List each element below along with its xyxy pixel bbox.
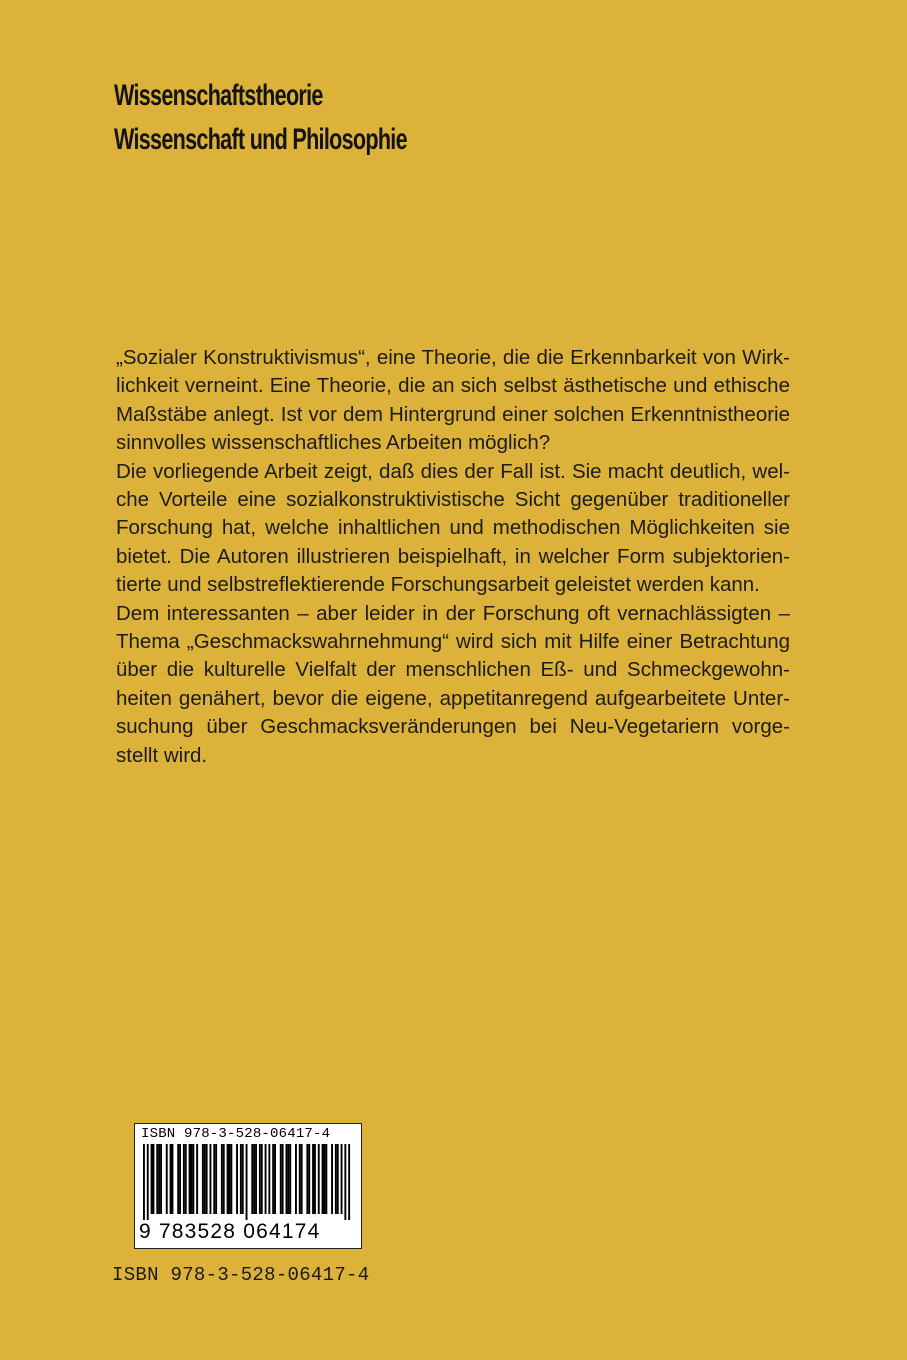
barcode-bar [202,1144,204,1214]
barcode-bar [223,1144,225,1214]
barcode-digits: 9 783528 064174 [139,1220,321,1243]
barcode-bar [335,1144,337,1214]
blurb-line: lichkeit verneint. Eine Theorie, die an sich selbst ästhetische und ethische [116,374,790,398]
barcode-bar [253,1144,255,1214]
barcode-bar [192,1144,194,1214]
barcode-bars [143,1144,353,1220]
barcode-bar [160,1144,162,1214]
barcode-bar [295,1144,297,1214]
barcode-bar [306,1144,308,1214]
barcode-bar [331,1144,333,1214]
barcode-bar [265,1144,267,1214]
barcode-bar [261,1144,263,1214]
barcode-bar [286,1144,288,1214]
blurb-text [116,344,790,770]
barcode-bar [170,1144,172,1214]
barcode-bar [229,1144,231,1214]
barcode-bar [322,1144,324,1214]
blurb-line: „Sozialer Konstruktivismus“, eine Theorie, die die Erkennbarkeit von Wirk- [116,346,790,369]
blurb-line: sinnvolles wissenschaftliches Arbeiten möglich? [116,431,551,455]
barcode [134,1123,362,1249]
series-title-line-1: Wissenschaftstheorie [114,79,323,112]
blurb-line: suchung über Geschmacksveränderungen bei Neu-Vegetariern vorge- [116,715,790,739]
blurb-line: heiten genähert, bevor die eigene, appetitanregend aufgearbeitete Unter- [116,686,790,710]
barcode-bar [230,1144,232,1214]
barcode-bar [344,1144,346,1220]
barcode-bar [318,1144,320,1214]
barcode-bar [153,1144,155,1214]
barcode-bar [314,1144,316,1214]
barcode-bar [221,1144,223,1214]
barcode-bar [183,1144,185,1214]
barcode-bar [255,1144,257,1214]
barcode-bar [242,1144,244,1214]
barcode-isbn-label: ISBN 978-3-528-06417-4 [141,1126,331,1142]
barcode-bar [268,1144,270,1214]
isbn-text: ISBN 978-3-528-06417-4 [112,1264,370,1286]
barcode-bar [236,1144,238,1214]
barcode-bar [147,1144,149,1220]
barcode-bar [282,1144,284,1214]
barcode-bar [158,1144,160,1214]
blurb-line: Die vorliegende Arbeit zeigt, daß dies der Fall ist. Sie macht deutlich, wel- [116,459,790,483]
barcode-bar [312,1144,314,1214]
barcode-bar [289,1144,291,1214]
barcode-bar [206,1144,208,1214]
blurb-line: Thema „Geschmackswahrnehmung“ wird sich mit Hilfe einer Betrachtung [116,630,790,654]
blurb-line: Dem interessanten – aber leider in der Forschung oft vernachlässigten – [116,601,790,625]
barcode-bar [172,1144,174,1214]
barcode-bar [189,1144,191,1214]
barcode-bar [348,1144,350,1220]
barcode-bar [308,1144,310,1214]
series-title-line-2: Wissenschaft und Philosophie [114,123,407,156]
barcode-bar [213,1144,215,1214]
barcode-bar [325,1144,327,1214]
barcode-bar [337,1144,339,1214]
barcode-bar [210,1144,212,1214]
barcode-bar [179,1144,181,1214]
barcode-bar [143,1144,145,1220]
barcode-bar [196,1144,198,1214]
blurb-line: che Vorteile eine sozialkonstruktivistische Sicht gegenüber traditioneller [116,488,790,512]
barcode-bar [240,1144,242,1214]
blurb-line: tierte und selbstreflektierende Forschungsarbeit geleistet werden kann. [116,573,760,597]
barcode-bar [246,1144,248,1220]
barcode-bar [151,1144,153,1214]
series-title [114,74,407,162]
barcode-bar [301,1144,303,1214]
blurb-line: Forschung hat, welche inhaltlichen und methodischen Möglichkeiten sie [116,516,790,540]
barcode-bar [215,1144,217,1214]
barcode-bar [166,1144,168,1214]
barcode-bar [341,1144,343,1214]
barcode-bar [156,1144,158,1214]
barcode-bar [272,1144,274,1214]
barcode-bar [287,1144,289,1214]
blurb-line: stellt wird. [116,743,208,767]
barcode-bar [177,1144,179,1214]
barcode-bar [324,1144,326,1214]
blurb-line: bietet. Die Autoren illustrieren beispielhaft, in welcher Form subjektorien- [116,544,790,568]
barcode-bar [204,1144,206,1214]
barcode-bar [191,1144,193,1214]
barcode-bar [274,1144,276,1214]
barcode-bar [251,1144,253,1214]
barcode-bar [227,1144,229,1214]
blurb-line: Maßstäbe anlegt. Ist vor dem Hintergrund einer solchen Erkenntnistheorie [116,402,790,426]
blurb-line: über die kulturelle Vielfalt der menschlichen Eß- und Schmeckgewohn- [116,658,790,682]
barcode-bar [185,1144,187,1214]
barcode-bar [280,1144,282,1214]
barcode-bar [259,1144,261,1214]
barcode-bar [299,1144,301,1214]
